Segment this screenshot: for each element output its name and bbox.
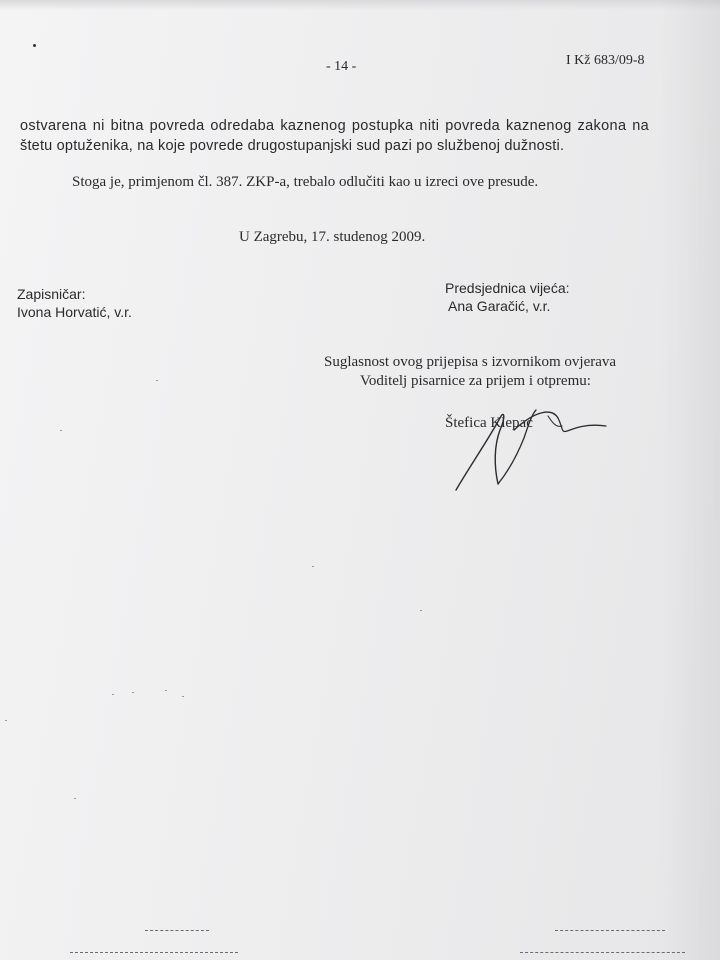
paper-speck <box>112 694 114 695</box>
paper-speck <box>420 610 422 611</box>
body-text-line: štetu optuženika, na koje povrede drugostupanjski sud pazi po službenoj dužnosti. <box>20 138 565 154</box>
handwritten-signature <box>440 400 620 500</box>
recorder-name: Ivona Horvatić, v.r. <box>17 304 132 320</box>
paper-speck <box>165 690 167 691</box>
bottom-mark <box>70 952 238 954</box>
certification-line: Voditelj pisarnice za prijem i otpremu: <box>360 373 591 389</box>
page-number: - 14 - <box>326 59 357 74</box>
page-top-shadow <box>0 0 720 10</box>
bottom-mark <box>555 930 665 932</box>
registrar-name: Štefica Klepac <box>445 415 533 431</box>
ink-dot <box>33 44 36 47</box>
case-number: I Kž 683/09-8 <box>566 53 645 68</box>
paper-speck <box>132 692 134 693</box>
paper-speck <box>156 380 158 381</box>
date-place-line: U Zagrebu, 17. studenog 2009. <box>239 229 426 245</box>
bottom-mark <box>520 952 685 954</box>
paper-speck <box>312 566 314 567</box>
panel-president-title: Predsjednica vijeća: <box>445 280 570 296</box>
paper-speck <box>60 430 62 431</box>
panel-president-name: Ana Garačić, v.r. <box>448 298 551 314</box>
body-text-line: ostvarena ni bitna povreda odredaba kaznenog postupka niti povreda kaznenog zakona na <box>20 118 650 134</box>
recorder-title: Zapisničar: <box>17 286 86 302</box>
body-text-line: Stoga je, primjenom čl. 387. ZKP-a, trebalo odlučiti kao u izreci ove presude. <box>72 174 539 190</box>
bottom-mark <box>145 930 209 932</box>
paper-speck <box>74 798 76 799</box>
paper-speck <box>182 696 184 697</box>
paper-speck <box>5 720 7 721</box>
certification-line: Suglasnost ovog prijepisa s izvornikom ovjerava <box>324 354 617 370</box>
page-right-shadow <box>660 0 720 960</box>
